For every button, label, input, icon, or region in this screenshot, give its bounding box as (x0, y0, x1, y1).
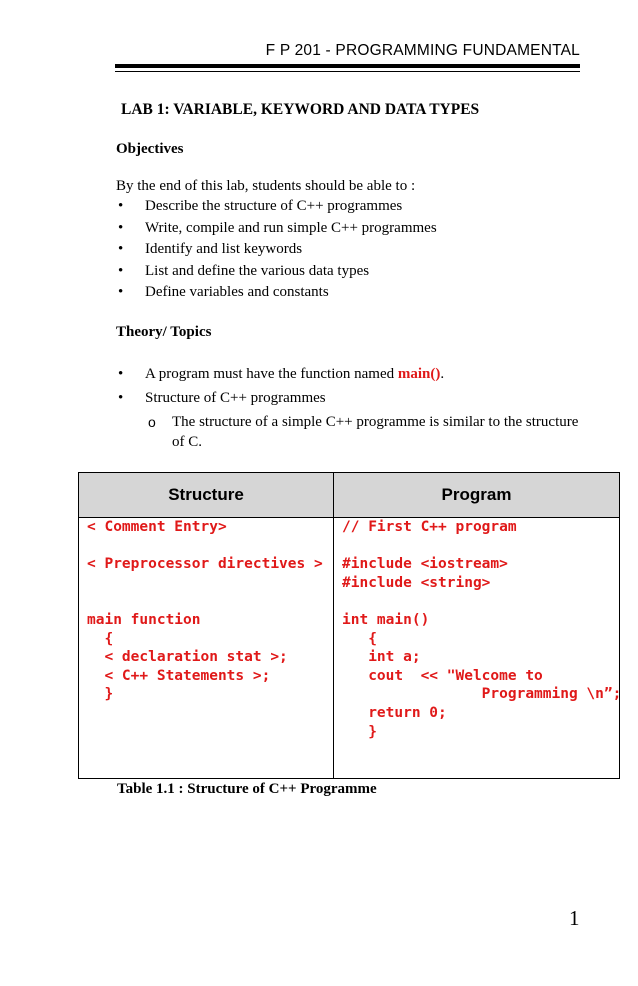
program-code: // First C++ program #include <iostream> #include <string> int main() { int a; cout << "Welcome to Programming \n”; return 0; } (342, 519, 622, 740)
theory-heading: Theory/ Topics (116, 324, 212, 340)
structure-code: < Comment Entry> < Preprocessor directives > main function { < declaration stat >; < C++ Statements >; } (87, 519, 323, 703)
objective-item: • Define variables and constants (116, 282, 437, 304)
program-column-header: Program (334, 473, 620, 518)
objective-item: • Describe the structure of C++ programmes (116, 196, 437, 218)
structure-cell (79, 518, 334, 779)
objectives-intro: By the end of this lab, students should be able to : (116, 178, 416, 194)
theory-subitem (148, 412, 592, 452)
objectives-list (116, 196, 437, 304)
program-cell (334, 518, 620, 779)
objective-item: • Identify and list keywords (116, 239, 437, 261)
theory-item-main-prefix: A program must have the function named (145, 366, 398, 382)
header-rule-thick (115, 64, 580, 68)
subitem-text: The structure of a simple C++ programme is similar to the structure of C. (172, 414, 579, 450)
subitem-marker: o (148, 414, 156, 430)
structure-table (78, 472, 620, 779)
page-number: 1 (569, 906, 580, 930)
main-function-highlight: main() (397, 366, 441, 382)
theory-item-main (116, 366, 444, 383)
theory-item-main-suffix: . (440, 366, 445, 382)
structure-column-header: Structure (79, 473, 334, 518)
objectives-heading: Objectives (116, 141, 184, 157)
objective-item: • List and define the various data types (116, 261, 437, 283)
theory-item-structure: • Structure of C++ programmes (116, 390, 326, 407)
table-caption: Table 1.1 : Structure of C++ Programme (117, 781, 377, 797)
header-rule-thin (115, 71, 580, 72)
running-header: F P 201 - PROGRAMMING FUNDAMENTAL (265, 42, 580, 59)
lab-title: LAB 1: VARIABLE, KEYWORD AND DATA TYPES (121, 101, 480, 118)
objective-item: • Write, compile and run simple C++ programmes (116, 218, 437, 240)
